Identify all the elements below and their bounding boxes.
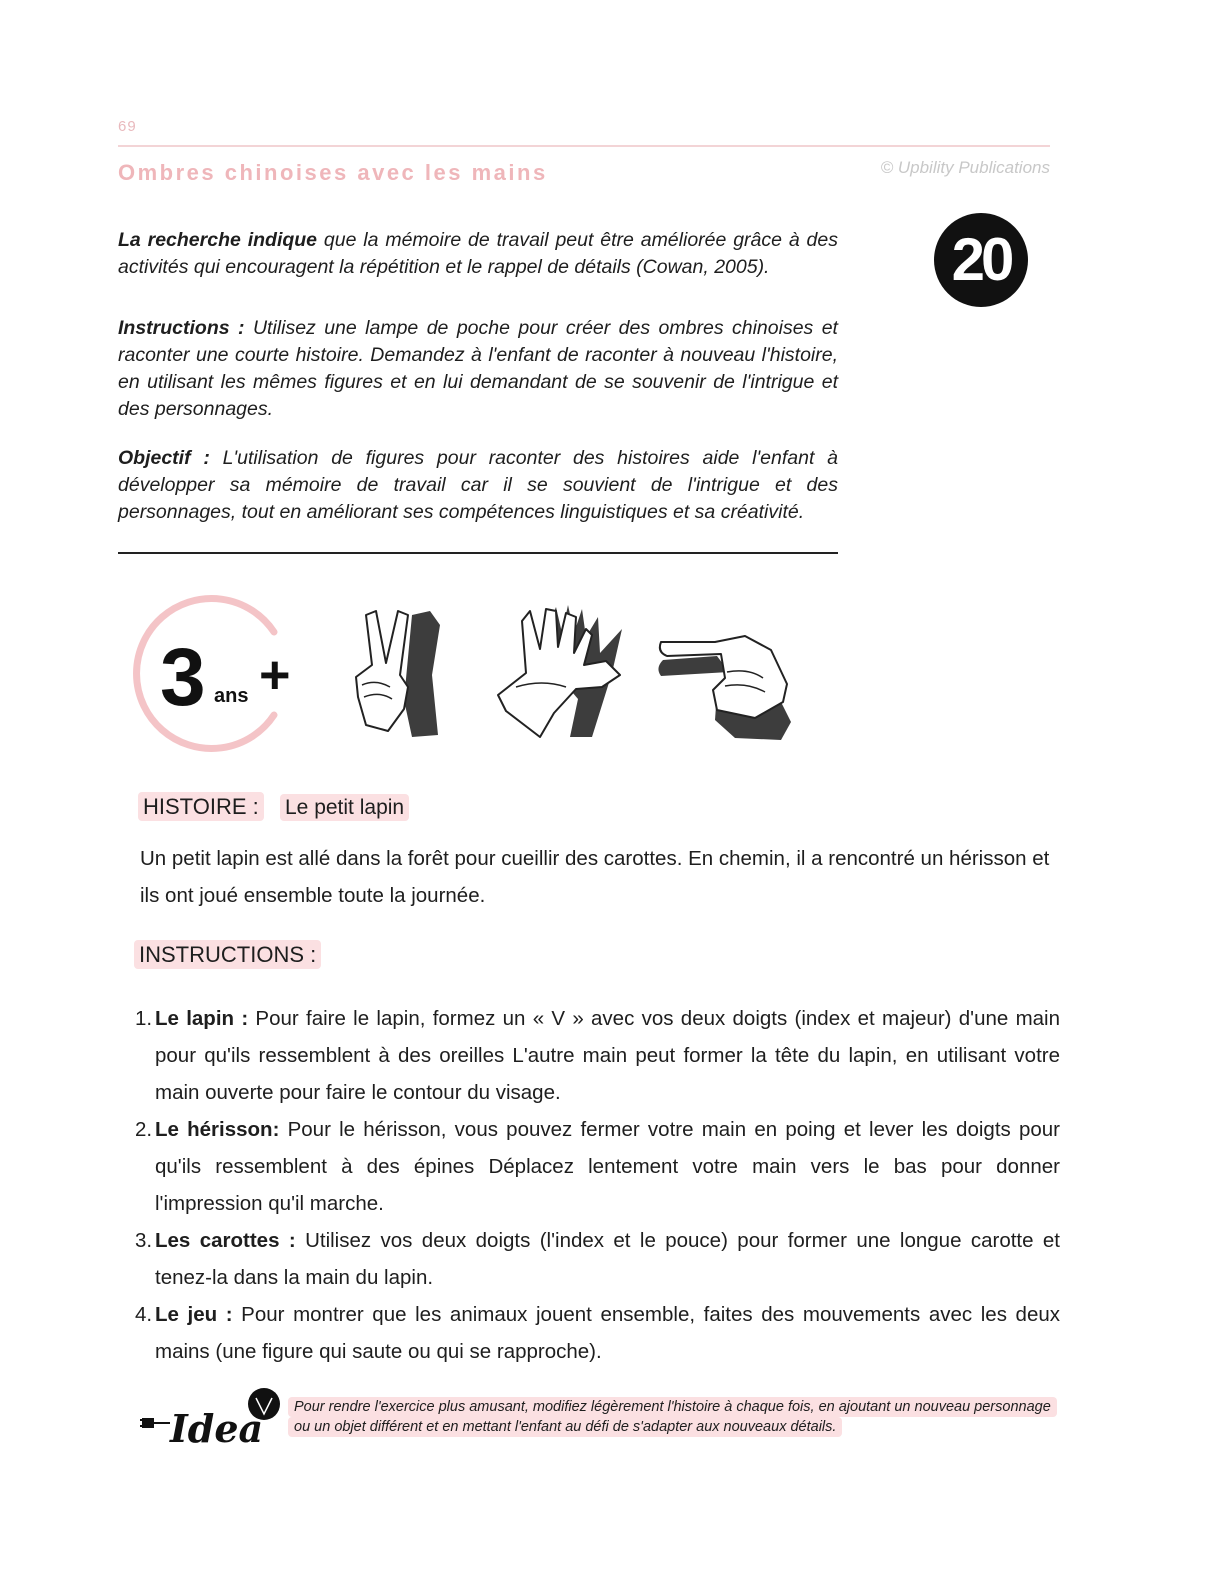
activity-number-badge: [934, 213, 1028, 307]
plug-icon: [142, 1418, 154, 1428]
list-item-lead: Le lapin :: [155, 1007, 249, 1030]
age-number: 3: [160, 632, 206, 723]
instructions-paragraph: [118, 315, 838, 423]
list-item-text: Pour montrer que les animaux jouent ensemble, faites des mouvements avec les deux mains (une figure qui saute ou qui se rapproche).: [155, 1303, 1061, 1363]
story-title-text: Le petit lapin: [280, 794, 409, 821]
instructions-label: [134, 942, 321, 968]
carrot-hand-shadow-illustration: [655, 632, 795, 747]
story-label: [138, 794, 264, 820]
instruction-list: [130, 1000, 1060, 1370]
age-plus: +: [259, 645, 291, 705]
list-item: [130, 1000, 1060, 1111]
story-title: [280, 796, 409, 820]
copyright-notice: © Upbility Publications: [880, 158, 1050, 177]
header-divider: [118, 145, 1050, 147]
list-item: [130, 1222, 1060, 1296]
rabbit-hand-shadow-illustration: [352, 605, 447, 745]
section-divider: [118, 552, 838, 554]
objective-lead: Objectif :: [118, 447, 210, 469]
idea-logo-text: Idea: [170, 1406, 264, 1451]
list-item-lead: Le hérisson:: [155, 1118, 280, 1141]
idea-note: [288, 1397, 1070, 1437]
story-label-text: HISTOIRE :: [138, 792, 264, 821]
list-item-number: 1.: [135, 1007, 153, 1030]
idea-note-text: Pour rendre l'exercice plus amusant, modifiez légèrement l'histoire à chaque fois, en ajoutant un nouveau personnage ou un objet différent et en mettant l'enfant au défi de s'adapter aux nouveaux détails.: [288, 1397, 1057, 1437]
activity-number: 20: [951, 226, 1011, 293]
objective-paragraph: [118, 445, 838, 526]
instructions-label-text: INSTRUCTIONS :: [134, 940, 321, 969]
list-item-text: Pour le hérisson, vous pouvez fermer votre main en poing et lever les doigts pour qu'ils ressemblent à des épines Déplacez lentement votre main vers le bas pour donner l'impression qu'il marche.: [155, 1118, 1060, 1215]
list-item-lead: Le jeu :: [155, 1303, 233, 1326]
instructions-text: Utilisez une lampe de poche pour créer des ombres chinoises et raconter une courte histoire. Demandez à l'enfant de raconter à nouveau l'histoire, en utilisant les mêmes figures et en lui demandant de se souvenir de l'intrigue et des personnages.: [118, 317, 838, 420]
page-number: 69: [118, 118, 137, 135]
list-item-lead: Les carottes :: [155, 1229, 296, 1252]
section-title: Ombres chinoises avec les mains: [118, 160, 548, 185]
idea-logo: [140, 1386, 285, 1457]
list-item-number: 2.: [135, 1118, 153, 1141]
list-item-number: 4.: [135, 1303, 153, 1326]
research-paragraph: [118, 227, 838, 281]
objective-text: L'utilisation de figures pour raconter des histoires aide l'enfant à développer sa mémoire de travail car il se souvient de l'intrigue et des personnages, tout en améliorant ses compétences linguistiques et sa créativité.: [118, 447, 838, 523]
research-text: que la mémoire de travail peut être améliorée grâce à des activités qui encouragent la répétition et le rappel de détails (Cowan, 2005).: [118, 229, 838, 278]
list-item: [130, 1111, 1060, 1222]
list-item-text: Utilisez vos deux doigts (l'index et le pouce) pour former une longue carotte et tenez-la dans la main du lapin.: [155, 1229, 1060, 1289]
research-lead: La recherche indique: [118, 229, 318, 251]
age-unit: ans: [214, 685, 249, 707]
story-text: Un petit lapin est allé dans la forêt pour cueillir des carottes. En chemin, il a rencontré un hérisson et ils ont joué ensemble toute la journée.: [140, 847, 1050, 907]
age-badge: [128, 592, 318, 762]
hedgehog-hand-shadow-illustration: [496, 603, 628, 746]
list-item: [130, 1296, 1060, 1370]
list-item-text: Pour faire le lapin, formez un « V » avec vos deux doigts (index et majeur) d'une main pour qu'ils ressemblent à des oreilles L'autre main peut former la tête du lapin, en utilisant votre main ouverte pour faire le contour du visage.: [155, 1007, 1060, 1104]
list-item-number: 3.: [135, 1229, 153, 1252]
instructions-lead: Instructions :: [118, 317, 245, 339]
